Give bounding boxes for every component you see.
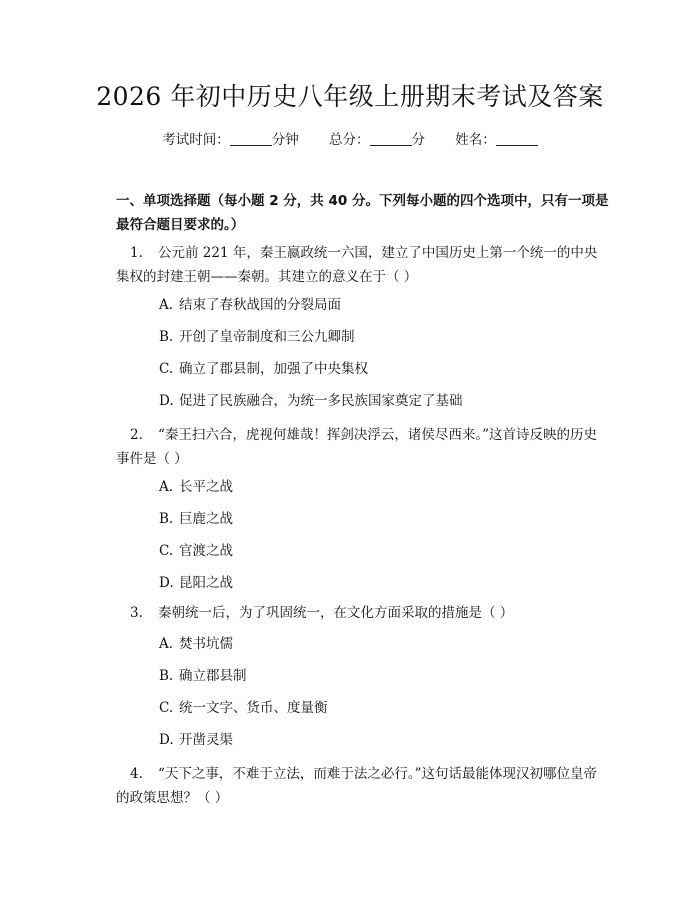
total-score-unit: 分 <box>411 132 425 148</box>
option-text: 促进了民族融合，为统一多民族国家奠定了基础 <box>179 393 463 409</box>
answer-option <box>159 359 368 379</box>
option-letter: B. <box>159 329 174 345</box>
option-text: 焚书坑儒 <box>179 636 233 652</box>
student-name-label: 姓名： <box>455 132 496 148</box>
student-name-blank <box>496 131 538 146</box>
answer-option <box>159 391 463 411</box>
exam-time-blank <box>230 131 272 146</box>
answer-option <box>159 295 341 315</box>
option-letter: B. <box>159 668 174 684</box>
question-number: 3. <box>130 605 143 621</box>
section-heading: 一、单项选择题（每小题 2 分，共 40 分。下列每小题的四个选项中，只有一项是最符合题目要求的。） <box>116 193 609 233</box>
question-number: 4. <box>130 766 143 782</box>
question-text: 秦朝统一后，为了巩固统一，在文化方面采取的措施是（ ） <box>158 605 514 621</box>
student-name-field <box>455 132 538 148</box>
option-letter: B. <box>159 511 174 527</box>
question-number: 2. <box>130 427 143 443</box>
option-letter: C. <box>159 543 174 559</box>
question-stem <box>116 423 604 471</box>
option-text: 结束了春秋战国的分裂局面 <box>179 297 341 313</box>
option-text: 官渡之战 <box>179 543 233 559</box>
question-stem <box>116 241 604 289</box>
answer-option <box>159 509 233 529</box>
option-text: 开凿灵渠 <box>179 732 233 748</box>
option-letter: D. <box>159 393 174 409</box>
option-letter: C. <box>159 700 174 716</box>
exam-time-unit: 分钟 <box>271 132 299 148</box>
question-stem <box>116 601 604 625</box>
exam-time-field <box>162 132 299 148</box>
document-title: 2026 年初中历史八年级上册期末考试及答案 <box>96 82 604 111</box>
total-score-blank <box>370 131 412 146</box>
option-letter: D. <box>159 575 174 591</box>
option-letter: D. <box>159 732 174 748</box>
answer-option <box>159 327 355 347</box>
option-text: 巨鹿之战 <box>179 511 233 527</box>
exam-time-label: 考试时间： <box>162 132 230 148</box>
option-text: 开创了皇帝制度和三公九卿制 <box>179 329 355 345</box>
option-letter: C. <box>159 361 174 377</box>
option-letter: A. <box>159 479 174 495</box>
question-stem <box>116 762 604 810</box>
question-number: 1. <box>130 245 143 261</box>
question-text: “天下之事，不难于立法，而难于法之必行。”这句话最能体现汉初哪位皇帝的政策思想？（ ） <box>116 766 598 806</box>
option-letter: A. <box>159 636 174 652</box>
option-text: 统一文字、货币、度量衡 <box>179 700 328 716</box>
answer-option <box>159 634 233 654</box>
answer-option <box>159 573 233 593</box>
answer-option <box>159 730 233 750</box>
total-score-field <box>329 132 425 148</box>
question-text: “秦王扫六合，虎视何雄哉！挥剑决浮云，诸侯尽西来。”这首诗反映的历史事件是（ ） <box>116 427 598 467</box>
option-text: 昆阳之战 <box>179 575 233 591</box>
question-text: 公元前 221 年，秦王嬴政统一六国，建立了中国历史上第一个统一的中央集权的封建王朝——秦朝。其建立的意义在于（ ） <box>116 245 598 285</box>
option-text: 长平之战 <box>179 479 233 495</box>
exam-info-line <box>0 130 700 150</box>
option-text: 确立郡县制 <box>179 668 247 684</box>
total-score-label: 总分： <box>329 132 370 148</box>
option-letter: A. <box>159 297 174 313</box>
answer-option <box>159 698 328 718</box>
answer-option <box>159 477 233 497</box>
answer-option <box>159 541 233 561</box>
option-text: 确立了郡县制，加强了中央集权 <box>179 361 368 377</box>
answer-option <box>159 666 247 686</box>
